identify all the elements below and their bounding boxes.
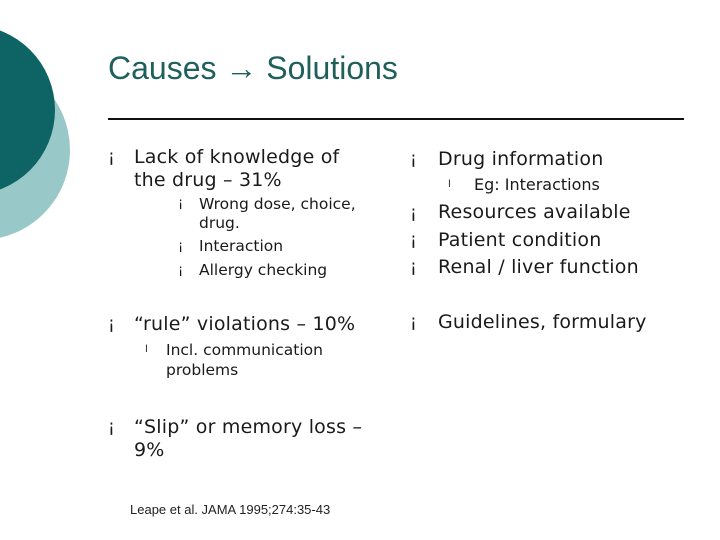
- bullet-icon: ¡: [410, 230, 417, 250]
- citation: Leape et al. JAMA 1995;274:35-43: [130, 502, 331, 517]
- left-subitem-4-line2: problems: [166, 361, 239, 379]
- sub-bullet-icon: ¡: [178, 263, 184, 278]
- left-item-1-line2: the drug – 31%: [134, 169, 282, 191]
- right-subitem-1: Eg: Interactions: [474, 175, 600, 194]
- bullet-icon: ¡: [108, 147, 115, 167]
- slide-title: Causes → Solutions: [108, 50, 398, 86]
- title-underline: [108, 118, 684, 120]
- sub-bullet-icon: ¡: [178, 239, 184, 254]
- left-item-2: “rule” violations – 10%: [134, 313, 356, 335]
- sub-bullet-icon: l: [145, 344, 148, 355]
- left-subitem-1-line2: drug.: [199, 214, 240, 232]
- bullet-icon: ¡: [410, 149, 417, 169]
- bullet-icon: ¡: [108, 417, 115, 437]
- bullet-icon: ¡: [410, 203, 417, 223]
- bullet-icon: ¡: [108, 314, 115, 334]
- right-item-4: Renal / liver function: [438, 256, 639, 278]
- right-item-5: Guidelines, formulary: [438, 311, 647, 333]
- left-item-1-line1: Lack of knowledge of: [134, 146, 340, 168]
- left-item-3-line2: 9%: [134, 439, 165, 461]
- left-item-3-line1: “Slip” or memory loss –: [134, 416, 363, 438]
- left-subitem-4-line1: Incl. communication: [166, 341, 323, 359]
- right-item-1: Drug information: [438, 148, 604, 170]
- left-subitem-1-line1: Wrong dose, choice,: [199, 195, 356, 213]
- right-item-2: Resources available: [438, 201, 631, 223]
- bullet-icon: ¡: [410, 312, 417, 332]
- bullet-icon: ¡: [410, 257, 417, 277]
- sub-bullet-icon: l: [448, 179, 451, 190]
- sub-bullet-icon: ¡: [178, 196, 184, 211]
- right-item-3: Patient condition: [438, 229, 602, 251]
- left-subitem-3: Allergy checking: [199, 261, 328, 279]
- decorative-circles: [0, 0, 80, 300]
- left-subitem-2: Interaction: [199, 237, 284, 255]
